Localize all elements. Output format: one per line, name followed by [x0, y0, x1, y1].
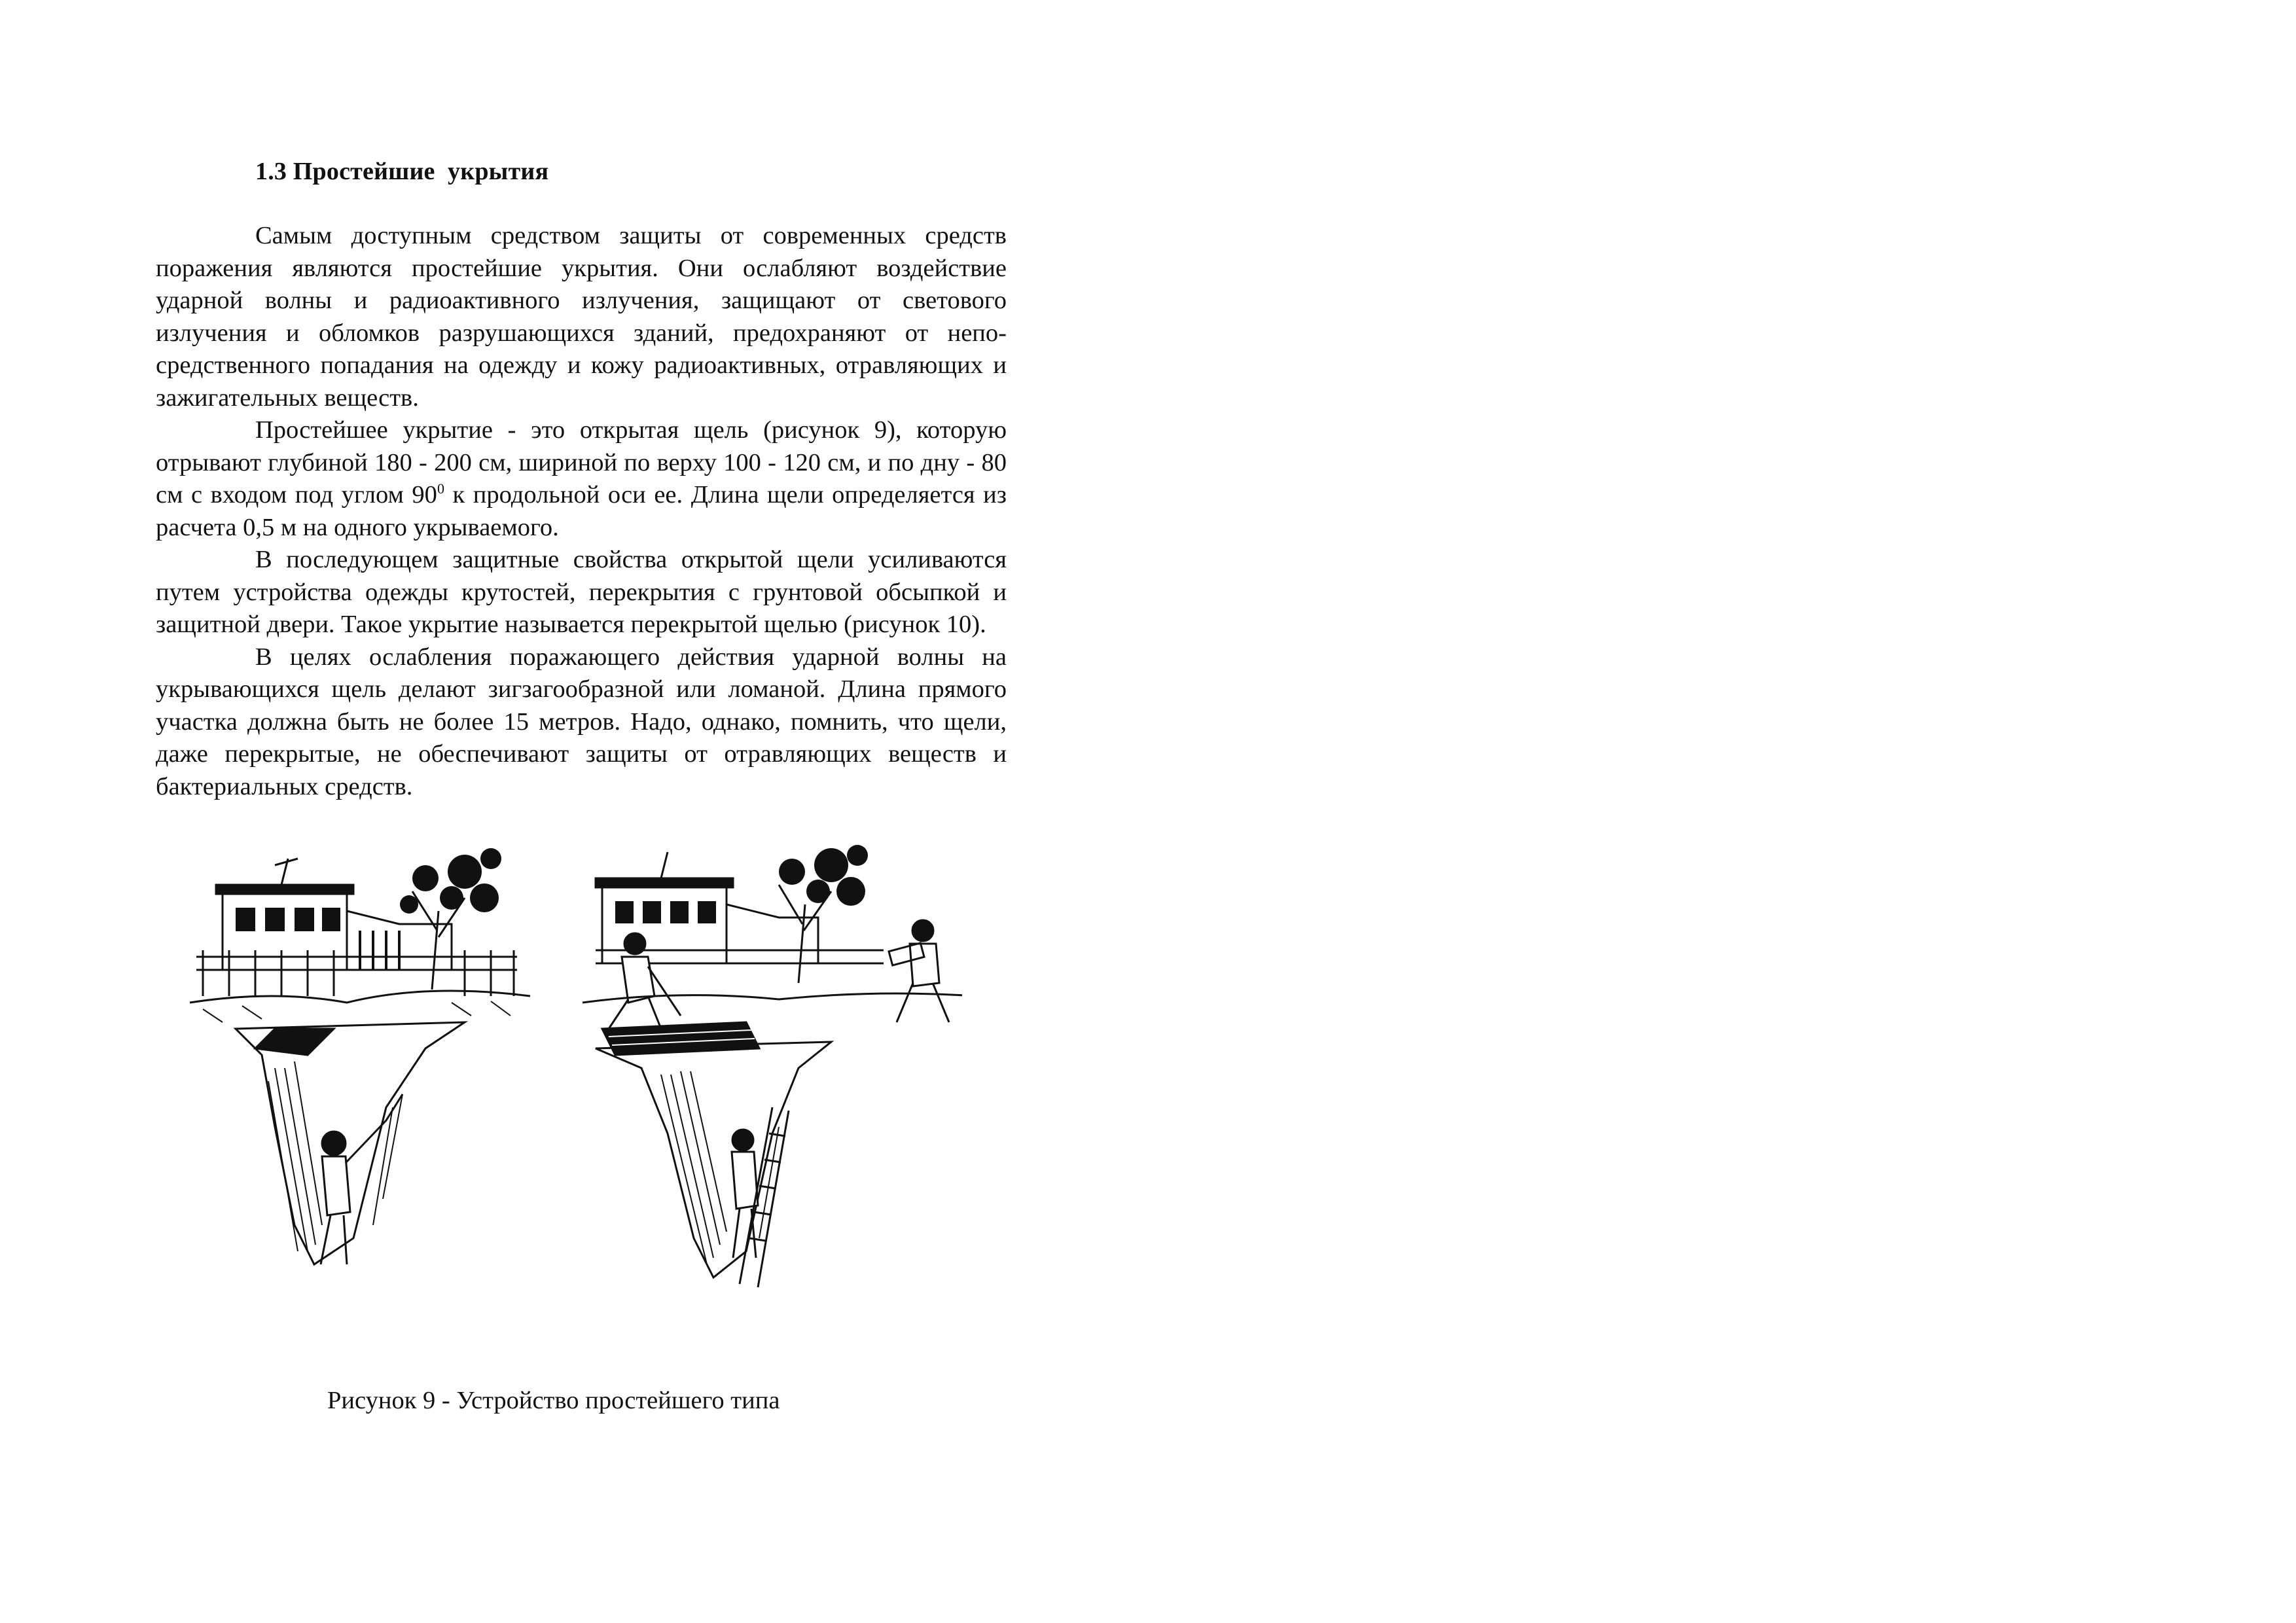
paragraph-2-text-a: Простейшее укрытие - это открытая щель (рисунок 9), которую отрывают глубиной 180 - 200 см, шириной по верху 100 - 120 см, и по дну - 80 см с входом под углом 90	[156, 416, 1007, 508]
left-trench-shadow	[255, 1029, 334, 1055]
body-text	[156, 220, 1007, 803]
figure-caption: Рисунок 9 - Устройство простейшего типа	[327, 1387, 780, 1414]
figure-trench-illustration	[177, 832, 962, 1382]
paragraph-3: В последующем защитные свойства открытой щели усиливаются путем устройства одежды крутостей, перекрытия с грунтовой обсыпкой и защитной двери. Такое укрытие называется перекрытой щелью (рисунок 10).	[156, 546, 1007, 638]
degree-superscript: 0	[437, 480, 444, 497]
right-trench-cover	[602, 1022, 759, 1055]
left-ground-line	[190, 991, 530, 1003]
right-worker-right	[889, 920, 949, 1022]
left-tree-foliage	[400, 848, 501, 914]
paragraph-1: Самым доступным средством защиты от современных средств поражения являются простейшие укрытия. Они ослабляют воздействие ударной волны и радиоактивного излучения, защищают от светового излучения и обломков разрушающихся зданий, предохраняют от непосредственного попадания на одежду и кожу радиоактивных, отравляющих и зажигательных веществ.	[156, 222, 1007, 412]
right-trench-outline	[596, 1042, 831, 1277]
section-heading: 1.3 Простейшие укрытия	[255, 158, 549, 185]
trench-drawing	[177, 832, 962, 1382]
right-worker-left	[609, 933, 681, 1029]
left-trench-outline	[236, 1022, 465, 1264]
right-tree-foliage	[779, 845, 868, 906]
right-building-upper	[602, 885, 726, 963]
left-scene	[190, 848, 530, 1264]
paragraph-2-text-b: к продольной оси ее. Длина щели определяется из расчета 0,5 м на одного укрываемого.	[156, 481, 1007, 541]
right-building-roofline	[596, 878, 733, 887]
left-building-roofline	[216, 885, 353, 894]
right-scene	[583, 845, 962, 1287]
paragraph-2	[156, 414, 1007, 544]
paragraph-4: В целях ослабления поражающего действия ударной волны на укрывающихся щель делают зигзагообразной или ломаной. Длина прямого участка должна быть не более 15 метров. Надо, однако, помнить, что щели, даже перекрытые, не обеспечивают защиты от отравляющих веществ и бактериальных средств.	[156, 643, 1007, 800]
